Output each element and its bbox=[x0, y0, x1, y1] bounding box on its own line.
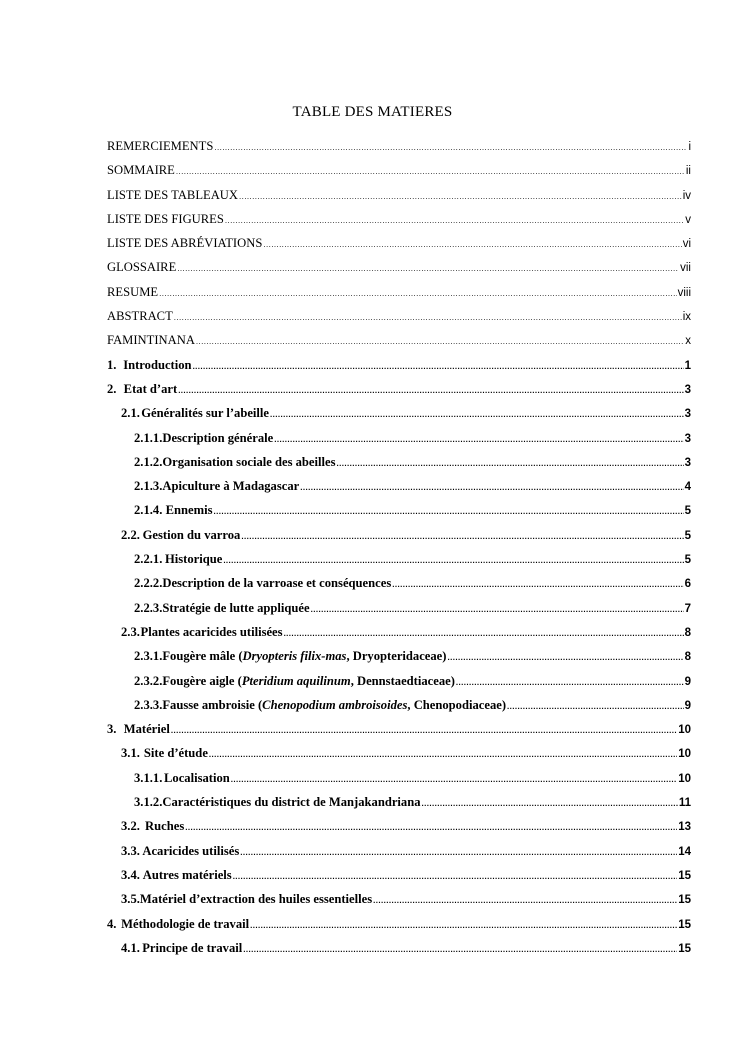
toc-entry-number: 3. bbox=[107, 722, 117, 737]
toc-entry[interactable] bbox=[107, 280, 691, 304]
toc-entry[interactable] bbox=[107, 183, 691, 207]
toc-entry-page: 10 bbox=[678, 748, 691, 761]
toc-entry[interactable] bbox=[107, 644, 691, 668]
dot-leader bbox=[159, 282, 676, 306]
toc-entry-page: 3 bbox=[684, 456, 691, 469]
toc-entry[interactable] bbox=[107, 596, 691, 620]
toc-entry-page: iv bbox=[682, 189, 691, 202]
toc-entry-label bbox=[162, 693, 506, 717]
dot-leader bbox=[422, 792, 678, 816]
toc-entry-label: Historique bbox=[164, 552, 223, 567]
toc-entry-label: Matériel bbox=[123, 722, 170, 737]
toc-entry-number: 2.3. bbox=[121, 624, 140, 639]
toc-entry-number: 2.2. bbox=[121, 527, 140, 542]
toc-entry-number: 2.1. bbox=[121, 406, 140, 421]
toc-entry[interactable] bbox=[107, 134, 691, 158]
toc-entry-label-part: Fougère mâle ( bbox=[162, 649, 243, 664]
toc-entry[interactable] bbox=[107, 693, 691, 717]
dot-leader bbox=[274, 428, 683, 452]
toc-entry-label bbox=[162, 644, 446, 668]
toc-entry-label: Organisation sociale des abeilles bbox=[162, 454, 336, 469]
toc-entry[interactable] bbox=[107, 401, 691, 425]
dot-leader bbox=[174, 306, 682, 330]
toc-entry-page: 4 bbox=[684, 481, 691, 494]
toc-entry-page: 5 bbox=[684, 529, 691, 542]
dot-leader bbox=[213, 500, 683, 524]
toc-entry-label: Site d’étude bbox=[143, 746, 208, 761]
toc-entry[interactable] bbox=[107, 377, 691, 401]
toc-entry-number: 2.3.1. bbox=[134, 649, 163, 664]
toc-entry-label: SOMMAIRE bbox=[107, 163, 175, 178]
toc-entry-label: Localisation bbox=[164, 770, 230, 785]
toc-entry-page: 3 bbox=[684, 383, 691, 396]
toc-entry[interactable] bbox=[107, 790, 691, 814]
dot-leader bbox=[178, 379, 683, 403]
toc-entry-label-part: , Dryopteridaceae) bbox=[346, 649, 447, 664]
toc-entry-number: 3.1.1. bbox=[134, 770, 163, 785]
dot-leader bbox=[284, 622, 684, 646]
toc-entry-number: 2.1.2. bbox=[134, 454, 163, 469]
toc-entry-number: 4.1. bbox=[121, 940, 140, 955]
dot-leader bbox=[447, 646, 683, 670]
dot-leader bbox=[456, 671, 684, 695]
toc-entry[interactable] bbox=[107, 571, 691, 595]
dot-leader bbox=[239, 185, 682, 209]
toc-entry-page: 11 bbox=[678, 797, 691, 810]
dot-leader bbox=[225, 209, 684, 233]
dot-leader bbox=[185, 816, 677, 840]
toc-entry-page: i bbox=[688, 141, 691, 153]
toc-entry-page: 15 bbox=[678, 869, 691, 882]
toc-entry-page: ix bbox=[682, 311, 691, 324]
toc-entry[interactable] bbox=[107, 474, 691, 498]
toc-entry-number: 2.2.1. bbox=[134, 552, 163, 567]
dot-leader bbox=[233, 865, 678, 889]
toc-entry-page: 3 bbox=[684, 432, 691, 445]
toc-entry-number: 2.3.3. bbox=[134, 697, 163, 712]
toc-entry[interactable] bbox=[107, 523, 691, 547]
dot-leader bbox=[373, 889, 677, 913]
toc-entry-number: 3.5. bbox=[121, 892, 140, 907]
toc-entry-number: 2.2.2. bbox=[134, 576, 163, 591]
toc-entry[interactable] bbox=[107, 328, 691, 352]
dot-leader bbox=[177, 257, 679, 281]
toc-entry-label: Plantes acaricides utilisées bbox=[140, 624, 283, 639]
toc-entry-label: Ennemis bbox=[165, 503, 213, 518]
toc-entry[interactable] bbox=[107, 207, 691, 231]
dot-leader bbox=[311, 598, 684, 622]
toc-entry-label: Ruches bbox=[145, 819, 185, 834]
toc-entry-label: Description générale bbox=[162, 430, 274, 445]
dot-leader bbox=[270, 403, 684, 427]
toc-entry-page: 15 bbox=[678, 894, 691, 907]
toc-entry-label-part: Fougère aigle ( bbox=[162, 673, 242, 688]
toc-entry-number: 3.4. bbox=[121, 867, 140, 882]
toc-entry-number: 2.2.3. bbox=[134, 600, 163, 615]
toc-entry[interactable] bbox=[107, 620, 691, 644]
toc-entry[interactable] bbox=[107, 426, 691, 450]
toc-entry[interactable] bbox=[107, 498, 691, 522]
toc-entry-label: RESUME bbox=[107, 284, 159, 299]
toc-entry-label: Stratégie de lutte appliquée bbox=[162, 600, 310, 615]
toc-entry-label: Généralités sur l’abeille bbox=[141, 406, 270, 421]
dot-leader bbox=[263, 233, 681, 257]
toc-entry[interactable] bbox=[107, 863, 691, 887]
toc-entry-label: Matériel d’extraction des huiles essentielles bbox=[139, 892, 373, 907]
toc-entry-page: 13 bbox=[678, 821, 691, 834]
toc-entry-number: 3.1. bbox=[121, 746, 140, 761]
dot-leader bbox=[196, 330, 684, 354]
toc-entry[interactable] bbox=[107, 158, 691, 182]
dot-leader bbox=[507, 695, 684, 719]
dot-leader bbox=[193, 355, 684, 379]
toc-entry-page: ii bbox=[685, 165, 691, 178]
dot-leader bbox=[223, 549, 683, 573]
toc-entry[interactable] bbox=[107, 547, 691, 571]
toc-entry-page: 5 bbox=[684, 554, 691, 567]
dot-leader bbox=[209, 743, 677, 767]
toc-entry-number: 3.1.2. bbox=[134, 795, 163, 810]
toc-entry-page: 9 bbox=[684, 699, 691, 712]
toc-entry-species-name: Chenopodium ambroisoides bbox=[262, 697, 408, 712]
toc-entry[interactable] bbox=[107, 450, 691, 474]
toc-entry-number: 2. bbox=[107, 381, 117, 396]
toc-entry-page: x bbox=[685, 335, 691, 348]
toc-entry-label: Gestion du varroa bbox=[142, 527, 241, 542]
toc-entry-label: ABSTRACT bbox=[107, 309, 173, 324]
toc-entry-label-part: , Dennstaedtiaceae) bbox=[350, 673, 455, 688]
toc-entry-number: 1. bbox=[107, 357, 117, 372]
toc-entry-page: 8 bbox=[684, 626, 691, 639]
toc-entry-page: 10 bbox=[678, 724, 691, 737]
toc-entry-label: Méthodologie de travail bbox=[121, 916, 250, 931]
dot-leader bbox=[176, 160, 685, 184]
toc-entry-label: LISTE DES ABRÉVIATIONS bbox=[107, 236, 263, 251]
toc-entry-page: 15 bbox=[678, 918, 691, 931]
toc-entry-label: Autres matériels bbox=[142, 867, 232, 882]
toc-entry-number: 2.3.2. bbox=[134, 673, 163, 688]
dot-leader bbox=[231, 768, 677, 792]
toc-entry-number: 2.1.1. bbox=[134, 430, 163, 445]
toc-entry-page: 5 bbox=[684, 505, 691, 518]
dot-leader bbox=[337, 452, 684, 476]
toc-entry-number: 2.1.4. bbox=[134, 503, 163, 518]
toc-entry[interactable] bbox=[107, 912, 691, 936]
toc-entry-label: GLOSSAIRE bbox=[107, 260, 177, 275]
toc-entry-label: Etat d’art bbox=[123, 381, 178, 396]
dot-leader bbox=[240, 841, 677, 865]
toc-entry-page: v bbox=[685, 213, 691, 226]
toc-entry[interactable] bbox=[107, 814, 691, 838]
dot-leader bbox=[250, 914, 677, 938]
toc-entry-species-name: Pteridium aquilinum bbox=[241, 673, 351, 688]
toc-entry-page: vii bbox=[680, 262, 691, 275]
dot-leader bbox=[171, 719, 677, 743]
toc-entry-page: 8 bbox=[684, 651, 691, 664]
toc-entry-page: 3 bbox=[684, 408, 691, 421]
toc-entry-page: 1 bbox=[684, 359, 691, 372]
toc-entry-label: Principe de travail bbox=[142, 940, 243, 955]
toc-entry[interactable] bbox=[107, 304, 691, 328]
toc-entry-label: Apiculture à Madagascar bbox=[162, 479, 300, 494]
toc-entry-page: 9 bbox=[684, 675, 691, 688]
toc-entry-species-name: Dryopteris filix-mas bbox=[242, 649, 347, 664]
toc-entry-label-part: Fausse ambroisie ( bbox=[162, 697, 263, 712]
toc-entry-label: Acaricides utilisés bbox=[142, 843, 240, 858]
toc-entry[interactable] bbox=[107, 839, 691, 863]
toc-entry[interactable] bbox=[107, 669, 691, 693]
toc-entry[interactable] bbox=[107, 353, 691, 377]
dot-leader bbox=[300, 476, 683, 500]
toc-entry-label-part: , Chenopodiaceae) bbox=[407, 697, 507, 712]
dot-leader bbox=[241, 525, 683, 549]
toc-entry-page: 14 bbox=[678, 845, 691, 858]
toc-entry-page: vi bbox=[682, 238, 691, 251]
dot-leader bbox=[214, 136, 687, 160]
toc-entry-page: 15 bbox=[678, 942, 691, 955]
page-title: TABLE DES MATIERES bbox=[292, 104, 453, 120]
toc-entry-page: viii bbox=[677, 286, 691, 299]
toc-entry[interactable] bbox=[107, 766, 691, 790]
toc-entry-label: LISTE DES FIGURES bbox=[107, 211, 224, 226]
toc-entry[interactable] bbox=[107, 255, 691, 279]
toc-entry-number: 2.1.3. bbox=[134, 479, 163, 494]
toc-entry[interactable] bbox=[107, 717, 691, 741]
toc-entry[interactable] bbox=[107, 741, 691, 765]
toc-entry-label: LISTE DES TABLEAUX bbox=[107, 187, 238, 202]
toc-entry-page: 10 bbox=[678, 772, 691, 785]
toc-entry-label bbox=[162, 669, 455, 693]
toc-entry-number: 4. bbox=[107, 916, 117, 931]
toc-entry-page: 6 bbox=[684, 578, 691, 591]
toc-entry-label: FAMINTINANA bbox=[107, 333, 195, 348]
toc-entry-label: Description de la varroase et conséquences bbox=[162, 576, 392, 591]
toc-entry-label: Introduction bbox=[123, 357, 192, 372]
toc-entry[interactable] bbox=[107, 887, 691, 911]
dot-leader bbox=[243, 938, 677, 962]
toc-entry-number: 3.3. bbox=[121, 843, 140, 858]
toc-entry-number: 3.2. bbox=[121, 819, 140, 834]
dot-leader bbox=[392, 573, 683, 597]
table-of-contents bbox=[107, 134, 691, 960]
toc-entry[interactable] bbox=[107, 936, 691, 960]
toc-entry-label: Caractéristiques du district de Manjakandriana bbox=[162, 795, 421, 810]
toc-entry-label: REMERCIEMENTS bbox=[107, 139, 214, 153]
toc-entry[interactable] bbox=[107, 231, 691, 255]
toc-entry-page: 7 bbox=[684, 602, 691, 615]
